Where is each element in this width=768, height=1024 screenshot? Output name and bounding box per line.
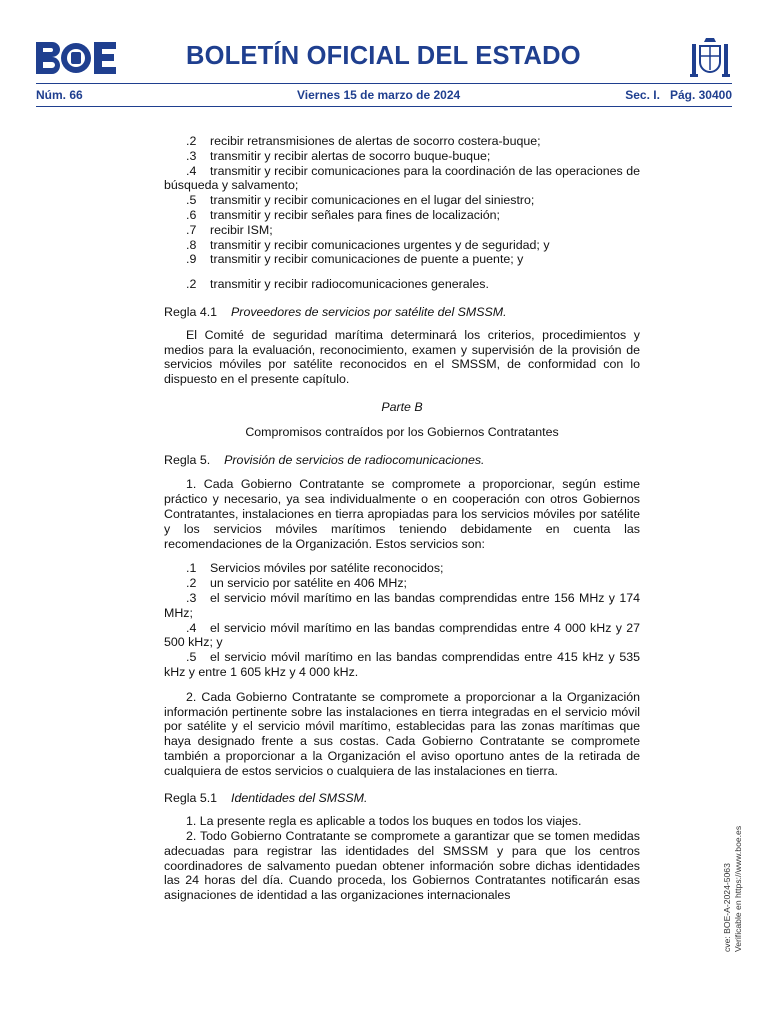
- boe-logo: [36, 42, 116, 74]
- list-item: .5 transmitir y recibir comunicaciones en el lugar del siniestro;: [186, 193, 535, 208]
- header-rule-bottom: [36, 106, 732, 107]
- rule-4-1-paragraph: El Comité de seguridad marítima determinará los criterios, procedimientos y medios para la evaluación, reconocimiento, examen y supervisión de la provisión de servicios móviles por satélite reconocidos en el SMSSM, de conformidad con lo dispuesto en el presente capítulo.: [164, 327, 640, 387]
- document-body: [164, 134, 640, 903]
- rule-5-paragraph-1: 1. Cada Gobierno Contratante se compromete a proporcionar, según estime práctico y necesario, ya sea individualmente o en cooperación con otros Gobiernos Contratantes, instalaciones en tierra apropiadas para los servicios móviles por satélite y los servicios móviles marítimos teniendo debidamente en cuenta las recomendaciones de la Organización. Estos servicios son:: [164, 477, 640, 551]
- list-item: .1 Servicios móviles por satélite reconocidos;: [186, 561, 444, 576]
- page-label: Pág. 30400: [669, 88, 732, 102]
- header-rule-top: [36, 83, 732, 84]
- verify-url[interactable]: Verificable en https://www.boe.es: [733, 825, 743, 952]
- coat-of-arms-icon: [688, 36, 732, 80]
- list-item: .8 transmitir y recibir comunicaciones urgentes y de seguridad; y: [186, 237, 550, 252]
- list-item: .2 un servicio por satélite en 406 MHz;: [186, 576, 407, 591]
- list-item: .4 transmitir y recibir comunicaciones para la coordinación de las operaciones de búsqueda y salvamento;: [164, 163, 640, 193]
- list-item: .2 transmitir y recibir radiocomunicaciones generales.: [186, 277, 489, 292]
- rule-5-1-heading: Regla 5.1 Identidades del SMSSM.: [164, 791, 368, 806]
- part-title: Parte B: [381, 399, 423, 414]
- section-page: [625, 88, 732, 102]
- rule-5-heading: Regla 5. Provisión de servicios de radiocomunicaciones.: [164, 452, 485, 467]
- section-label: Sec. I.: [625, 88, 660, 102]
- rule-5-paragraph-2: 2. Cada Gobierno Contratante se compromete a proporcionar a la Organización información pertinente sobre las instalaciones en tierra integradas en el servicio móvil por satélite y el servicio móvil marítimo, establecidas para las zonas marítimas que haya designado frente a sus costas. Cada Gobierno Contratante se compromete también a proporcionar a la Organización el aviso oportuno antes de la retirada de cualquiera de estos servicios o cualquiera de las instalaciones en tierra.: [164, 689, 640, 778]
- gazette-title: BOLETÍN OFICIAL DEL ESTADO: [186, 42, 581, 70]
- rule-4-1-heading: Regla 4.1 Proveedores de servicios por satélite del SMSSM.: [164, 304, 507, 319]
- list-item: .9 transmitir y recibir comunicaciones de puente a puente; y: [186, 252, 524, 267]
- part-subtitle: Compromisos contraídos por los Gobiernos Contratantes: [245, 424, 559, 439]
- list-item: .4 el servicio móvil marítimo en las bandas comprendidas entre 4 000 kHz y 27 500 kHz; y: [164, 620, 640, 650]
- rule-5-1-paragraph-2: 2. Todo Gobierno Contratante se compromete a garantizar que se tomen medidas adecuadas para registrar las identidades del SMSSM y para que los centros coordinadores de salvamento puedan obtener información sobre dichas identidades las 24 horas del día. Cuando proceda, los Gobiernos Contratantes notificarán esas asignaciones de identidad a las organizaciones internacionales: [164, 829, 640, 903]
- list-item: .6 transmitir y recibir señales para fines de localización;: [186, 207, 500, 222]
- rule-5-1-paragraph-1: 1. La presente regla es aplicable a todos los buques en todos los viajes.: [186, 814, 582, 829]
- issue-number: Núm. 66: [36, 88, 83, 102]
- list-item: .3 transmitir y recibir alertas de socorro buque-buque;: [186, 148, 491, 163]
- issue-date: Viernes 15 de marzo de 2024: [297, 88, 461, 102]
- list-item: .3 el servicio móvil marítimo en las bandas comprendidas entre 156 MHz y 174 MHz;: [164, 590, 640, 620]
- list-item: .7 recibir ISM;: [186, 222, 273, 237]
- verification-note: [722, 812, 744, 952]
- list-item: .2 recibir retransmisiones de alertas de socorro costera-buque;: [186, 134, 541, 148]
- list-item: .5 el servicio móvil marítimo en las bandas comprendidas entre 415 kHz y 535 kHz y entre 1 605 kHz y 4 000 kHz.: [164, 650, 640, 679]
- cve-code: cve: BOE-A-2024-5063: [722, 863, 732, 952]
